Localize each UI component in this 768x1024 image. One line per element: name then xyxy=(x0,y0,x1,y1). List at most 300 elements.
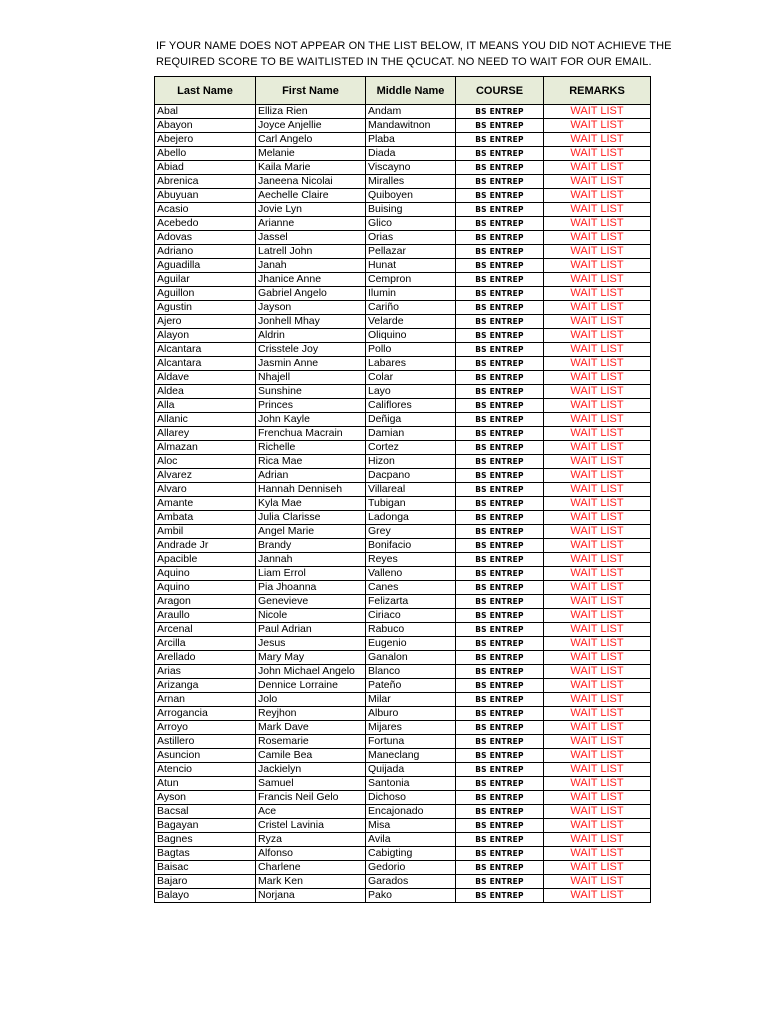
first-name-cell: Liam Errol xyxy=(256,567,366,581)
table-row xyxy=(155,483,651,497)
remarks-cell: WAIT LIST xyxy=(544,791,651,805)
last-name-cell: Atencio xyxy=(155,763,256,777)
first-name-cell: Frenchua Macrain xyxy=(256,427,366,441)
course-cell: BS ENTREP xyxy=(456,581,544,595)
table-row xyxy=(155,861,651,875)
first-name-cell: Ryza xyxy=(256,833,366,847)
remarks-cell: WAIT LIST xyxy=(544,287,651,301)
remarks-cell: WAIT LIST xyxy=(544,105,651,119)
first-name-cell: Jhanice Anne xyxy=(256,273,366,287)
header-row xyxy=(155,77,651,105)
first-name-cell: Norjana xyxy=(256,889,366,903)
first-name-cell: Joyce Anjellie xyxy=(256,119,366,133)
middle-name-cell: Cempron xyxy=(366,273,456,287)
remarks-cell: WAIT LIST xyxy=(544,385,651,399)
table-row xyxy=(155,343,651,357)
table-row xyxy=(155,455,651,469)
table-row xyxy=(155,385,651,399)
notice-text xyxy=(156,38,672,70)
remarks-cell: WAIT LIST xyxy=(544,189,651,203)
middle-name-cell: Milar xyxy=(366,693,456,707)
middle-name-cell: Tubigan xyxy=(366,497,456,511)
last-name-cell: Aldea xyxy=(155,385,256,399)
middle-name-cell: Gedorio xyxy=(366,861,456,875)
table-row xyxy=(155,469,651,483)
table-row xyxy=(155,259,651,273)
middle-name-cell: Glico xyxy=(366,217,456,231)
last-name-cell: Aguilar xyxy=(155,273,256,287)
table-row xyxy=(155,637,651,651)
table-row xyxy=(155,707,651,721)
remarks-cell: WAIT LIST xyxy=(544,525,651,539)
course-cell: BS ENTREP xyxy=(456,595,544,609)
remarks-cell: WAIT LIST xyxy=(544,707,651,721)
course-cell: BS ENTREP xyxy=(456,343,544,357)
table-row xyxy=(155,763,651,777)
middle-name-cell: Eugenio xyxy=(366,637,456,651)
course-cell: BS ENTREP xyxy=(456,301,544,315)
last-name-cell: Aguadilla xyxy=(155,259,256,273)
first-name-cell: Brandy xyxy=(256,539,366,553)
last-name-cell: Bagnes xyxy=(155,833,256,847)
course-cell: BS ENTREP xyxy=(456,777,544,791)
last-name-cell: Ajero xyxy=(155,315,256,329)
middle-name-cell: Ladonga xyxy=(366,511,456,525)
last-name-cell: Alla xyxy=(155,399,256,413)
first-name-cell: Camile Bea xyxy=(256,749,366,763)
middle-name-cell: Damian xyxy=(366,427,456,441)
middle-name-cell: Pateño xyxy=(366,679,456,693)
course-cell: BS ENTREP xyxy=(456,399,544,413)
first-name-cell: Aldrin xyxy=(256,329,366,343)
table-row xyxy=(155,805,651,819)
table-row xyxy=(155,693,651,707)
course-cell: BS ENTREP xyxy=(456,861,544,875)
table-row xyxy=(155,721,651,735)
course-cell: BS ENTREP xyxy=(456,833,544,847)
course-cell: BS ENTREP xyxy=(456,203,544,217)
column-header-remarks: REMARKS xyxy=(544,77,651,105)
first-name-cell: Samuel xyxy=(256,777,366,791)
middle-name-cell: Ciriaco xyxy=(366,609,456,623)
remarks-cell: WAIT LIST xyxy=(544,693,651,707)
course-cell: BS ENTREP xyxy=(456,553,544,567)
remarks-cell: WAIT LIST xyxy=(544,203,651,217)
last-name-cell: Arrogancia xyxy=(155,707,256,721)
middle-name-cell: Fortuna xyxy=(366,735,456,749)
table-row xyxy=(155,245,651,259)
course-cell: BS ENTREP xyxy=(456,469,544,483)
course-cell: BS ENTREP xyxy=(456,791,544,805)
table-row xyxy=(155,749,651,763)
last-name-cell: Arizanga xyxy=(155,679,256,693)
remarks-cell: WAIT LIST xyxy=(544,469,651,483)
course-cell: BS ENTREP xyxy=(456,231,544,245)
middle-name-cell: Felizarta xyxy=(366,595,456,609)
middle-name-cell: Villareal xyxy=(366,483,456,497)
remarks-cell: WAIT LIST xyxy=(544,553,651,567)
table-row xyxy=(155,581,651,595)
remarks-cell: WAIT LIST xyxy=(544,175,651,189)
first-name-cell: Princes xyxy=(256,399,366,413)
remarks-cell: WAIT LIST xyxy=(544,161,651,175)
middle-name-cell: Quiboyen xyxy=(366,189,456,203)
remarks-cell: WAIT LIST xyxy=(544,665,651,679)
last-name-cell: Amante xyxy=(155,497,256,511)
remarks-cell: WAIT LIST xyxy=(544,511,651,525)
first-name-cell: Jackielyn xyxy=(256,763,366,777)
first-name-cell: Mark Dave xyxy=(256,721,366,735)
course-cell: BS ENTREP xyxy=(456,259,544,273)
table-row xyxy=(155,651,651,665)
first-name-cell: Arianne xyxy=(256,217,366,231)
first-name-cell: Jesus xyxy=(256,637,366,651)
last-name-cell: Alvaro xyxy=(155,483,256,497)
remarks-cell: WAIT LIST xyxy=(544,721,651,735)
remarks-cell: WAIT LIST xyxy=(544,231,651,245)
last-name-cell: Andrade Jr xyxy=(155,539,256,553)
middle-name-cell: Mijares xyxy=(366,721,456,735)
last-name-cell: Agustin xyxy=(155,301,256,315)
last-name-cell: Aguillon xyxy=(155,287,256,301)
first-name-cell: Mary May xyxy=(256,651,366,665)
last-name-cell: Abiad xyxy=(155,161,256,175)
table-row xyxy=(155,161,651,175)
middle-name-cell: Dacpano xyxy=(366,469,456,483)
course-cell: BS ENTREP xyxy=(456,525,544,539)
table-row xyxy=(155,539,651,553)
first-name-cell: Alfonso xyxy=(256,847,366,861)
last-name-cell: Abayon xyxy=(155,119,256,133)
course-cell: BS ENTREP xyxy=(456,847,544,861)
course-cell: BS ENTREP xyxy=(456,455,544,469)
last-name-cell: Alayon xyxy=(155,329,256,343)
remarks-cell: WAIT LIST xyxy=(544,889,651,903)
remarks-cell: WAIT LIST xyxy=(544,861,651,875)
middle-name-cell: Pako xyxy=(366,889,456,903)
middle-name-cell: Pellazar xyxy=(366,245,456,259)
last-name-cell: Alvarez xyxy=(155,469,256,483)
last-name-cell: Ambata xyxy=(155,511,256,525)
middle-name-cell: Ganalon xyxy=(366,651,456,665)
middle-name-cell: Encajonado xyxy=(366,805,456,819)
last-name-cell: Araullo xyxy=(155,609,256,623)
last-name-cell: Ambil xyxy=(155,525,256,539)
middle-name-cell: Hizon xyxy=(366,455,456,469)
remarks-cell: WAIT LIST xyxy=(544,413,651,427)
first-name-cell: Dennice Lorraine xyxy=(256,679,366,693)
middle-name-cell: Cariño xyxy=(366,301,456,315)
table-row xyxy=(155,497,651,511)
middle-name-cell: Alburo xyxy=(366,707,456,721)
first-name-cell: Ace xyxy=(256,805,366,819)
table-row xyxy=(155,231,651,245)
column-header-last-name: Last Name xyxy=(155,77,256,105)
last-name-cell: Abuyuan xyxy=(155,189,256,203)
remarks-cell: WAIT LIST xyxy=(544,343,651,357)
remarks-cell: WAIT LIST xyxy=(544,217,651,231)
remarks-cell: WAIT LIST xyxy=(544,819,651,833)
first-name-cell: Elliza Rien xyxy=(256,105,366,119)
middle-name-cell: Grey xyxy=(366,525,456,539)
table-row xyxy=(155,777,651,791)
last-name-cell: Aldave xyxy=(155,371,256,385)
course-cell: BS ENTREP xyxy=(456,567,544,581)
table-row xyxy=(155,791,651,805)
table-row xyxy=(155,833,651,847)
table-row xyxy=(155,553,651,567)
remarks-cell: WAIT LIST xyxy=(544,847,651,861)
remarks-cell: WAIT LIST xyxy=(544,581,651,595)
table-row xyxy=(155,819,651,833)
course-cell: BS ENTREP xyxy=(456,875,544,889)
last-name-cell: Alcantara xyxy=(155,343,256,357)
remarks-cell: WAIT LIST xyxy=(544,623,651,637)
middle-name-cell: Misa xyxy=(366,819,456,833)
course-cell: BS ENTREP xyxy=(456,609,544,623)
middle-name-cell: Plaba xyxy=(366,133,456,147)
last-name-cell: Bagayan xyxy=(155,819,256,833)
remarks-cell: WAIT LIST xyxy=(544,399,651,413)
first-name-cell: Paul Adrian xyxy=(256,623,366,637)
last-name-cell: Astillero xyxy=(155,735,256,749)
first-name-cell: Nhajell xyxy=(256,371,366,385)
middle-name-cell: Cabigting xyxy=(366,847,456,861)
notice-line-2: REQUIRED SCORE TO BE WAITLISTED IN THE QCUCAT. NO NEED TO WAIT FOR OUR EMAIL. xyxy=(156,56,652,68)
last-name-cell: Asuncion xyxy=(155,749,256,763)
middle-name-cell: Valleno xyxy=(366,567,456,581)
table-row xyxy=(155,441,651,455)
remarks-cell: WAIT LIST xyxy=(544,749,651,763)
first-name-cell: Pia Jhoanna xyxy=(256,581,366,595)
first-name-cell: Genevieve xyxy=(256,595,366,609)
course-cell: BS ENTREP xyxy=(456,763,544,777)
table-row xyxy=(155,525,651,539)
remarks-cell: WAIT LIST xyxy=(544,315,651,329)
table-row xyxy=(155,301,651,315)
notice-line-1: IF YOUR NAME DOES NOT APPEAR ON THE LIST BELOW, IT MEANS YOU DID NOT ACHIEVE THE xyxy=(156,40,672,52)
middle-name-cell: Avila xyxy=(366,833,456,847)
remarks-cell: WAIT LIST xyxy=(544,259,651,273)
table-row xyxy=(155,889,651,903)
middle-name-cell: Layo xyxy=(366,385,456,399)
first-name-cell: Janeena Nicolai xyxy=(256,175,366,189)
last-name-cell: Aquino xyxy=(155,581,256,595)
course-cell: BS ENTREP xyxy=(456,637,544,651)
last-name-cell: Adriano xyxy=(155,245,256,259)
course-cell: BS ENTREP xyxy=(456,119,544,133)
first-name-cell: Angel Marie xyxy=(256,525,366,539)
column-header-course: COURSE xyxy=(456,77,544,105)
last-name-cell: Arnan xyxy=(155,693,256,707)
first-name-cell: Hannah Denniseh xyxy=(256,483,366,497)
table-row xyxy=(155,875,651,889)
first-name-cell: Charlene xyxy=(256,861,366,875)
first-name-cell: Mark Ken xyxy=(256,875,366,889)
middle-name-cell: Colar xyxy=(366,371,456,385)
middle-name-cell: Hunat xyxy=(366,259,456,273)
middle-name-cell: Dichoso xyxy=(366,791,456,805)
table-row xyxy=(155,679,651,693)
remarks-cell: WAIT LIST xyxy=(544,427,651,441)
first-name-cell: Jovie Lyn xyxy=(256,203,366,217)
remarks-cell: WAIT LIST xyxy=(544,875,651,889)
remarks-cell: WAIT LIST xyxy=(544,329,651,343)
table-row xyxy=(155,217,651,231)
middle-name-cell: Oliquino xyxy=(366,329,456,343)
table-row xyxy=(155,329,651,343)
table-row xyxy=(155,511,651,525)
table-row xyxy=(155,203,651,217)
first-name-cell: Kyla Mae xyxy=(256,497,366,511)
table-row xyxy=(155,147,651,161)
first-name-cell: Jonhell Mhay xyxy=(256,315,366,329)
middle-name-cell: Diada xyxy=(366,147,456,161)
remarks-cell: WAIT LIST xyxy=(544,441,651,455)
middle-name-cell: Pollo xyxy=(366,343,456,357)
table-row xyxy=(155,189,651,203)
course-cell: BS ENTREP xyxy=(456,245,544,259)
middle-name-cell: Velarde xyxy=(366,315,456,329)
course-cell: BS ENTREP xyxy=(456,133,544,147)
middle-name-cell: Orias xyxy=(366,231,456,245)
last-name-cell: Abal xyxy=(155,105,256,119)
course-cell: BS ENTREP xyxy=(456,287,544,301)
first-name-cell: Julia Clarisse xyxy=(256,511,366,525)
course-cell: BS ENTREP xyxy=(456,707,544,721)
middle-name-cell: Ilumin xyxy=(366,287,456,301)
first-name-cell: Kaila Marie xyxy=(256,161,366,175)
first-name-cell: John Michael Angelo xyxy=(256,665,366,679)
table-row xyxy=(155,133,651,147)
last-name-cell: Allarey xyxy=(155,427,256,441)
table-row xyxy=(155,119,651,133)
remarks-cell: WAIT LIST xyxy=(544,273,651,287)
middle-name-cell: Labares xyxy=(366,357,456,371)
middle-name-cell: Cortez xyxy=(366,441,456,455)
last-name-cell: Aloc xyxy=(155,455,256,469)
course-cell: BS ENTREP xyxy=(456,161,544,175)
last-name-cell: Acebedo xyxy=(155,217,256,231)
remarks-cell: WAIT LIST xyxy=(544,609,651,623)
middle-name-cell: Miralles xyxy=(366,175,456,189)
course-cell: BS ENTREP xyxy=(456,497,544,511)
remarks-cell: WAIT LIST xyxy=(544,371,651,385)
last-name-cell: Balayo xyxy=(155,889,256,903)
remarks-cell: WAIT LIST xyxy=(544,735,651,749)
last-name-cell: Almazan xyxy=(155,441,256,455)
last-name-cell: Alcantara xyxy=(155,357,256,371)
table-row xyxy=(155,357,651,371)
remarks-cell: WAIT LIST xyxy=(544,763,651,777)
first-name-cell: Crisstele Joy xyxy=(256,343,366,357)
middle-name-cell: Santonia xyxy=(366,777,456,791)
remarks-cell: WAIT LIST xyxy=(544,301,651,315)
first-name-cell: Rica Mae xyxy=(256,455,366,469)
last-name-cell: Arias xyxy=(155,665,256,679)
first-name-cell: Jayson xyxy=(256,301,366,315)
first-name-cell: Francis Neil Gelo xyxy=(256,791,366,805)
course-cell: BS ENTREP xyxy=(456,329,544,343)
course-cell: BS ENTREP xyxy=(456,665,544,679)
middle-name-cell: Reyes xyxy=(366,553,456,567)
first-name-cell: Jolo xyxy=(256,693,366,707)
course-cell: BS ENTREP xyxy=(456,805,544,819)
table-row xyxy=(155,399,651,413)
middle-name-cell: Bonifacio xyxy=(366,539,456,553)
table-row xyxy=(155,567,651,581)
middle-name-cell: Canes xyxy=(366,581,456,595)
waitlist-table xyxy=(154,76,651,903)
table-row xyxy=(155,371,651,385)
last-name-cell: Baisac xyxy=(155,861,256,875)
table-row xyxy=(155,665,651,679)
course-cell: BS ENTREP xyxy=(456,721,544,735)
remarks-cell: WAIT LIST xyxy=(544,455,651,469)
course-cell: BS ENTREP xyxy=(456,105,544,119)
column-header-middle-name: Middle Name xyxy=(366,77,456,105)
last-name-cell: Abrenica xyxy=(155,175,256,189)
course-cell: BS ENTREP xyxy=(456,189,544,203)
table-row xyxy=(155,315,651,329)
course-cell: BS ENTREP xyxy=(456,385,544,399)
course-cell: BS ENTREP xyxy=(456,693,544,707)
remarks-cell: WAIT LIST xyxy=(544,245,651,259)
last-name-cell: Ayson xyxy=(155,791,256,805)
course-cell: BS ENTREP xyxy=(456,735,544,749)
first-name-cell: Gabriel Angelo xyxy=(256,287,366,301)
middle-name-cell: Blanco xyxy=(366,665,456,679)
middle-name-cell: Quijada xyxy=(366,763,456,777)
last-name-cell: Aragon xyxy=(155,595,256,609)
course-cell: BS ENTREP xyxy=(456,539,544,553)
remarks-cell: WAIT LIST xyxy=(544,567,651,581)
table-row xyxy=(155,273,651,287)
table-row xyxy=(155,623,651,637)
last-name-cell: Acasio xyxy=(155,203,256,217)
first-name-cell: Janah xyxy=(256,259,366,273)
first-name-cell: Jannah xyxy=(256,553,366,567)
last-name-cell: Arcenal xyxy=(155,623,256,637)
course-cell: BS ENTREP xyxy=(456,273,544,287)
last-name-cell: Aquino xyxy=(155,567,256,581)
last-name-cell: Adovas xyxy=(155,231,256,245)
course-cell: BS ENTREP xyxy=(456,315,544,329)
remarks-cell: WAIT LIST xyxy=(544,539,651,553)
first-name-cell: Carl Angelo xyxy=(256,133,366,147)
course-cell: BS ENTREP xyxy=(456,889,544,903)
remarks-cell: WAIT LIST xyxy=(544,497,651,511)
table-row xyxy=(155,609,651,623)
last-name-cell: Abejero xyxy=(155,133,256,147)
table-row xyxy=(155,847,651,861)
course-cell: BS ENTREP xyxy=(456,511,544,525)
course-cell: BS ENTREP xyxy=(456,217,544,231)
first-name-cell: Aechelle Claire xyxy=(256,189,366,203)
course-cell: BS ENTREP xyxy=(456,357,544,371)
first-name-cell: Sunshine xyxy=(256,385,366,399)
course-cell: BS ENTREP xyxy=(456,651,544,665)
course-cell: BS ENTREP xyxy=(456,413,544,427)
course-cell: BS ENTREP xyxy=(456,427,544,441)
middle-name-cell: Garados xyxy=(366,875,456,889)
table-row xyxy=(155,175,651,189)
course-cell: BS ENTREP xyxy=(456,441,544,455)
first-name-cell: Rosemarie xyxy=(256,735,366,749)
remarks-cell: WAIT LIST xyxy=(544,777,651,791)
first-name-cell: Adrian xyxy=(256,469,366,483)
middle-name-cell: Andam xyxy=(366,105,456,119)
